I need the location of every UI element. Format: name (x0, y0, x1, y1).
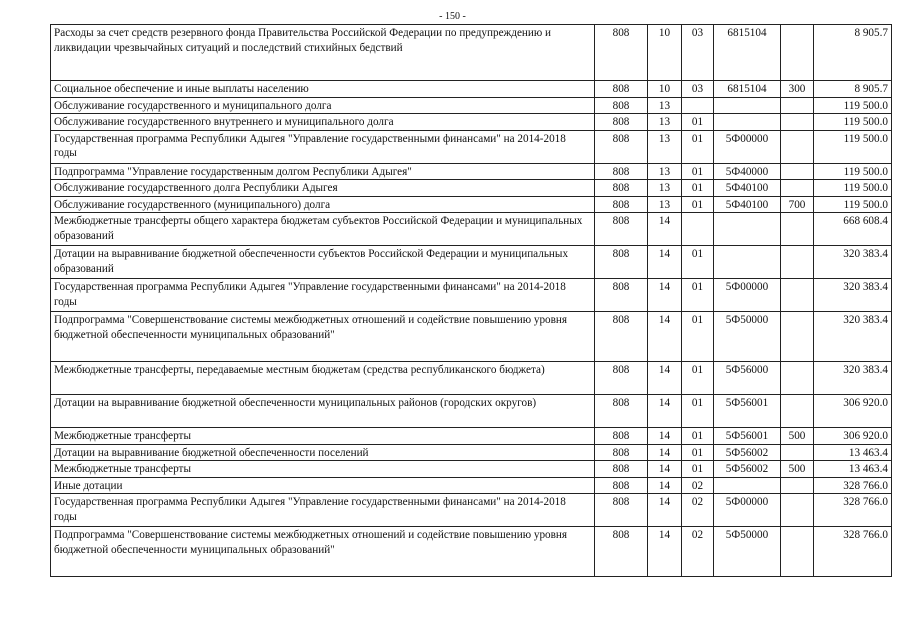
row-csr: 5Ф00000 (714, 279, 781, 312)
row-ved: 808 (595, 97, 648, 114)
row-rz: 14 (648, 312, 682, 362)
row-sum: 320 383.4 (814, 246, 892, 279)
row-vr (781, 114, 814, 131)
table-row (51, 461, 892, 478)
row-rz: 13 (648, 163, 682, 180)
row-csr: 6815104 (714, 25, 781, 81)
row-sum: 119 500.0 (814, 196, 892, 213)
row-ved: 808 (595, 163, 648, 180)
row-vr (781, 312, 814, 362)
row-name: Обслуживание государственного и муниципального долга (51, 97, 595, 114)
row-pr: 01 (682, 114, 714, 131)
row-ved: 808 (595, 527, 648, 577)
row-rz: 13 (648, 196, 682, 213)
table-row (51, 81, 892, 98)
row-vr (781, 395, 814, 428)
table-row (51, 180, 892, 197)
row-rz: 13 (648, 180, 682, 197)
table-row (51, 395, 892, 428)
row-name: Обслуживание государственного долга Республики Адыгея (51, 180, 595, 197)
row-ved: 808 (595, 180, 648, 197)
row-vr (781, 444, 814, 461)
row-pr: 01 (682, 180, 714, 197)
row-ved: 808 (595, 213, 648, 246)
row-csr: 5Ф50000 (714, 312, 781, 362)
row-pr: 01 (682, 246, 714, 279)
row-csr: 5Ф50000 (714, 527, 781, 577)
row-name: Межбюджетные трансферты (51, 461, 595, 478)
row-name: Иные дотации (51, 477, 595, 494)
row-rz: 14 (648, 395, 682, 428)
row-name: Дотации на выравнивание бюджетной обеспеченности муниципальных районов (городских округов) (51, 395, 595, 428)
table-row (51, 97, 892, 114)
row-vr: 500 (781, 461, 814, 478)
row-pr: 01 (682, 196, 714, 213)
row-ved: 808 (595, 81, 648, 98)
row-csr: 5Ф40000 (714, 163, 781, 180)
row-name: Государственная программа Республики Адыгея "Управление государственными финансами" на 2014-2018 годы (51, 279, 595, 312)
row-name: Подпрограмма "Управление государственным долгом Республики Адыгея" (51, 163, 595, 180)
row-csr (714, 246, 781, 279)
row-sum: 328 766.0 (814, 527, 892, 577)
budget-table (50, 24, 892, 577)
row-pr (682, 97, 714, 114)
table-row (51, 477, 892, 494)
row-pr: 01 (682, 312, 714, 362)
row-csr: 5Ф40100 (714, 196, 781, 213)
row-name: Расходы за счет средств резервного фонда Правительства Российской Федерации по предупреждению и ликвидации чрезвычайных ситуаций и последствий стихийных бедствий (51, 25, 595, 81)
row-rz: 13 (648, 130, 682, 163)
row-csr: 5Ф56002 (714, 444, 781, 461)
row-sum: 668 608.4 (814, 213, 892, 246)
row-ved: 808 (595, 25, 648, 81)
table-row (51, 246, 892, 279)
row-csr: 5Ф00000 (714, 494, 781, 527)
row-sum: 320 383.4 (814, 279, 892, 312)
row-csr (714, 477, 781, 494)
row-sum: 119 500.0 (814, 114, 892, 131)
row-pr: 02 (682, 527, 714, 577)
row-rz: 14 (648, 444, 682, 461)
row-csr: 5Ф56001 (714, 395, 781, 428)
table-row (51, 444, 892, 461)
row-name: Дотации на выравнивание бюджетной обеспеченности поселений (51, 444, 595, 461)
row-pr: 01 (682, 163, 714, 180)
table-row (51, 25, 892, 81)
row-ved: 808 (595, 196, 648, 213)
table-row (51, 279, 892, 312)
row-ved: 808 (595, 444, 648, 461)
row-pr: 01 (682, 279, 714, 312)
row-name: Социальное обеспечение и иные выплаты населению (51, 81, 595, 98)
row-name: Подпрограмма "Совершенствование системы межбюджетных отношений и содействие повышению уровня бюджетной обеспеченности муниципальных образований" (51, 312, 595, 362)
row-pr: 01 (682, 461, 714, 478)
row-csr (714, 97, 781, 114)
row-sum: 119 500.0 (814, 180, 892, 197)
row-rz: 14 (648, 494, 682, 527)
table-row (51, 130, 892, 163)
row-ved: 808 (595, 428, 648, 445)
row-vr (781, 25, 814, 81)
row-ved: 808 (595, 395, 648, 428)
row-vr: 700 (781, 196, 814, 213)
row-sum: 320 383.4 (814, 312, 892, 362)
row-pr: 03 (682, 25, 714, 81)
row-vr (781, 279, 814, 312)
row-rz: 14 (648, 527, 682, 577)
row-rz: 14 (648, 246, 682, 279)
row-csr: 5Ф56000 (714, 362, 781, 395)
row-vr (781, 97, 814, 114)
row-csr (714, 114, 781, 131)
row-rz: 14 (648, 461, 682, 478)
table-row (51, 163, 892, 180)
row-sum: 13 463.4 (814, 444, 892, 461)
budget-table-body (51, 25, 892, 577)
row-rz: 14 (648, 428, 682, 445)
row-ved: 808 (595, 114, 648, 131)
table-row (51, 428, 892, 445)
row-ved: 808 (595, 477, 648, 494)
row-vr: 300 (781, 81, 814, 98)
row-rz: 10 (648, 81, 682, 98)
table-row (51, 362, 892, 395)
row-ved: 808 (595, 494, 648, 527)
row-vr (781, 180, 814, 197)
row-sum: 320 383.4 (814, 362, 892, 395)
row-rz: 14 (648, 477, 682, 494)
row-csr: 5Ф00000 (714, 130, 781, 163)
table-row (51, 527, 892, 577)
row-vr (781, 163, 814, 180)
row-name: Обслуживание государственного внутреннего и муниципального долга (51, 114, 595, 131)
row-name: Межбюджетные трансферты, передаваемые местным бюджетам (средства республиканского бюджета) (51, 362, 595, 395)
table-row (51, 196, 892, 213)
row-ved: 808 (595, 246, 648, 279)
row-rz: 14 (648, 279, 682, 312)
row-ved: 808 (595, 461, 648, 478)
row-pr: 02 (682, 477, 714, 494)
row-ved: 808 (595, 279, 648, 312)
page-number: - 150 - (439, 11, 466, 22)
row-csr: 5Ф40100 (714, 180, 781, 197)
row-name: Дотации на выравнивание бюджетной обеспеченности субъектов Российской Федерации и муниципальных образований (51, 246, 595, 279)
row-ved: 808 (595, 312, 648, 362)
row-name: Подпрограмма "Совершенствование системы межбюджетных отношений и содействие повышению уровня бюджетной обеспеченности муниципальных образований" (51, 527, 595, 577)
row-sum: 8 905.7 (814, 25, 892, 81)
row-pr: 01 (682, 428, 714, 445)
row-sum: 13 463.4 (814, 461, 892, 478)
row-sum: 306 920.0 (814, 395, 892, 428)
row-vr (781, 213, 814, 246)
row-sum: 119 500.0 (814, 130, 892, 163)
row-pr (682, 213, 714, 246)
row-name: Государственная программа Республики Адыгея "Управление государственными финансами" на 2014-2018 годы (51, 494, 595, 527)
row-rz: 10 (648, 25, 682, 81)
row-name: Межбюджетные трансферты (51, 428, 595, 445)
row-vr (781, 246, 814, 279)
row-sum: 328 766.0 (814, 494, 892, 527)
row-ved: 808 (595, 130, 648, 163)
row-sum: 328 766.0 (814, 477, 892, 494)
row-sum: 306 920.0 (814, 428, 892, 445)
row-vr: 500 (781, 428, 814, 445)
row-vr (781, 527, 814, 577)
row-csr (714, 213, 781, 246)
row-name: Обслуживание государственного (муниципального) долга (51, 196, 595, 213)
row-sum: 119 500.0 (814, 97, 892, 114)
row-pr: 01 (682, 395, 714, 428)
row-pr: 01 (682, 362, 714, 395)
row-name: Государственная программа Республики Адыгея "Управление государственными финансами" на 2014-2018 годы (51, 130, 595, 163)
row-csr: 5Ф56002 (714, 461, 781, 478)
row-csr: 5Ф56001 (714, 428, 781, 445)
row-pr: 01 (682, 130, 714, 163)
row-rz: 14 (648, 213, 682, 246)
row-pr: 03 (682, 81, 714, 98)
row-vr (781, 477, 814, 494)
row-vr (781, 494, 814, 527)
table-row (51, 114, 892, 131)
row-sum: 8 905.7 (814, 81, 892, 98)
row-csr: 6815104 (714, 81, 781, 98)
row-pr: 02 (682, 494, 714, 527)
row-rz: 14 (648, 362, 682, 395)
row-vr (781, 362, 814, 395)
row-sum: 119 500.0 (814, 163, 892, 180)
table-row (51, 494, 892, 527)
row-vr (781, 130, 814, 163)
table-row (51, 213, 892, 246)
row-pr: 01 (682, 444, 714, 461)
row-ved: 808 (595, 362, 648, 395)
row-name: Межбюджетные трансферты общего характера бюджетам субъектов Российской Федерации и муниципальных образований (51, 213, 595, 246)
table-row (51, 312, 892, 362)
row-rz: 13 (648, 97, 682, 114)
row-rz: 13 (648, 114, 682, 131)
